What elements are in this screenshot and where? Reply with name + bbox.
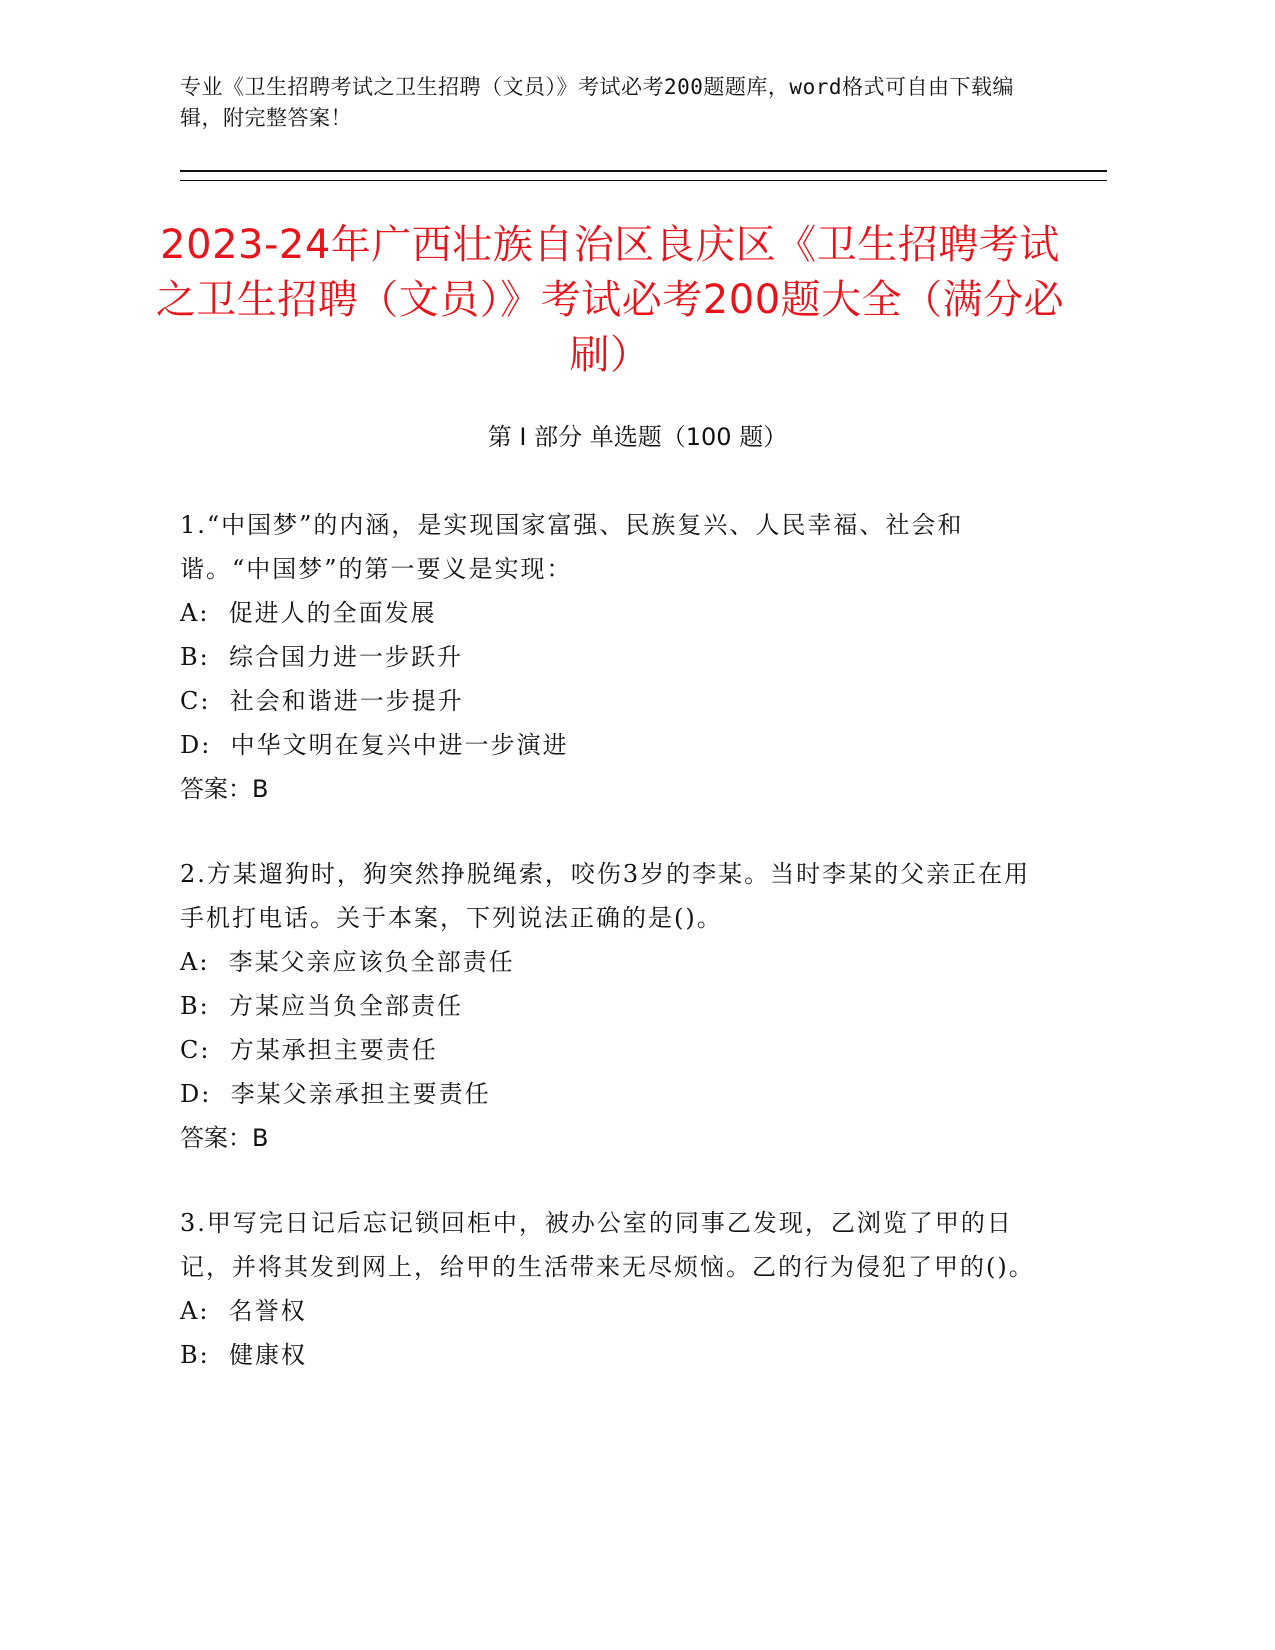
option-a: A: 名誉权 [180,1297,307,1325]
question-1 [180,503,1040,811]
option-c: C: 方某承担主要责任 [180,1036,438,1064]
document-title: 2023-24年广西壮族自治区良庆区《卫生招聘考试之卫生招聘（文员）》考试必考200题大全（满分必刷） [155,222,1065,378]
option-b: B: 方某应当负全部责任 [180,992,463,1020]
option-d: D: 中华文明在复兴中进一步演进 [180,731,569,759]
question-stem: 2.方某遛狗时，狗突然挣脱绳索，咬伤3岁的李某。当时李某的父亲正在用手机打电话。关于本案，下列说法正确的是()。 [180,860,1031,932]
option-a: A: 促进人的全面发展 [180,599,437,627]
answer: 答案：B [180,1124,269,1152]
question-stem: 1.“中国梦”的内涵，是实现国家富强、民族复兴、人民幸福、社会和谐。“中国梦”的第一要义是实现： [180,511,964,583]
option-b: B: 综合国力进一步跃升 [180,643,463,671]
question-2 [180,852,1040,1160]
intro-text: 专业《卫生招聘考试之卫生招聘（文员）》考试必考200题题库，word格式可自由下载编辑，附完整答案！ [180,75,1014,130]
option-b: B: 健康权 [180,1341,307,1369]
section-heading: 第 I 部分 单选题（100 题） [487,423,788,451]
option-c: C: 社会和谐进一步提升 [180,687,464,715]
question-list [180,503,1040,1418]
option-d: D: 李某父亲承担主要责任 [180,1080,491,1108]
header-divider-thin [180,180,1107,181]
option-a: A: 李某父亲应该负全部责任 [180,948,515,976]
answer: 答案：B [180,775,269,803]
question-stem: 3.甲写完日记后忘记锁回柜中，被办公室的同事乙发现，乙浏览了甲的日记，并将其发到网上，给甲的生活带来无尽烦恼。乙的行为侵犯了甲的()。 [180,1209,1035,1281]
header-divider-thick [180,170,1107,172]
question-3 [180,1201,1040,1377]
